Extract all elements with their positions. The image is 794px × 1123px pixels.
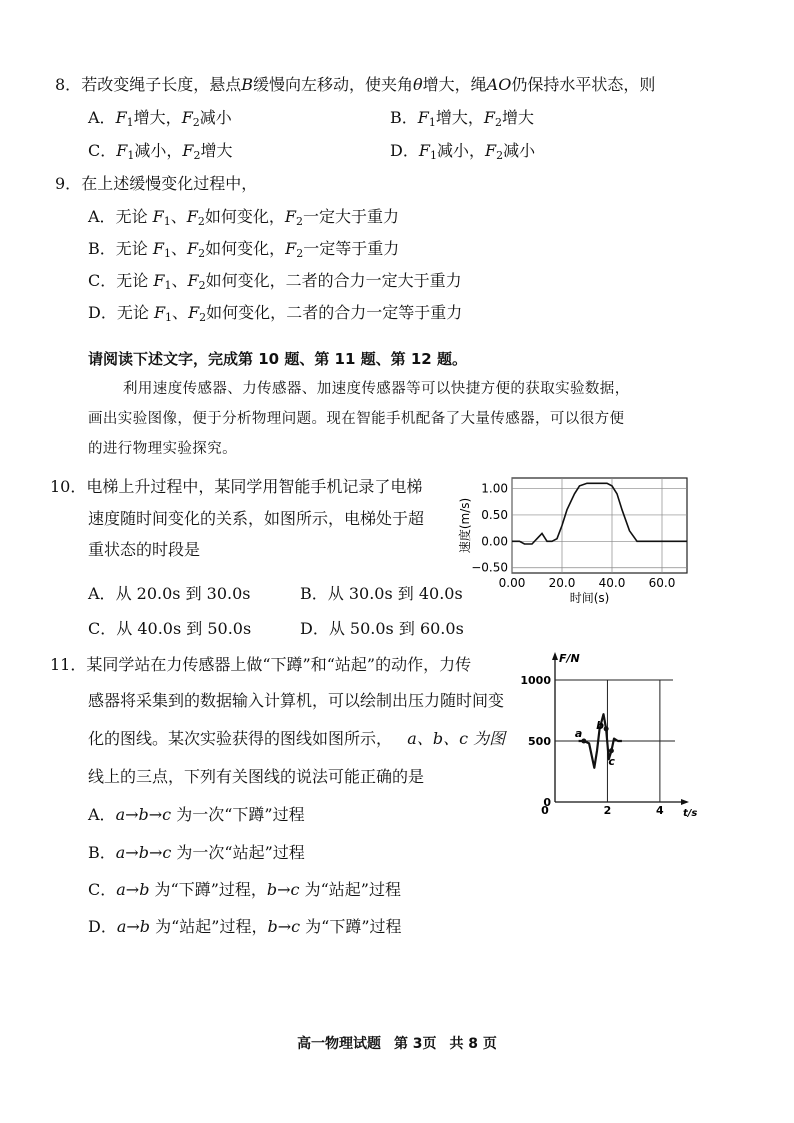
velocity-series-line <box>512 483 687 544</box>
x-tick-label: 2 <box>603 804 612 817</box>
x-axis-arrow <box>681 799 689 805</box>
x-tick-label: 40.0 <box>598 576 626 590</box>
point-b <box>604 726 609 731</box>
plot-frame <box>512 478 687 573</box>
q9-option-b[interactable]: B．无论 $F_1$、$F_2$如何变化，$F_2$一定等于重力 <box>88 239 400 260</box>
q11-stem-1: 11．某同学站在力传感器上做“下蹲”和“站起”的动作，力传 <box>50 655 472 674</box>
x-tick-label: 20.0 <box>548 576 576 590</box>
point-label-a: a <box>574 727 583 740</box>
q10-stem-3: 重状态的时段是 <box>88 540 201 559</box>
q10-option-d[interactable]: D．从 50.0s 到 60.0s <box>300 619 464 638</box>
y-tick-label: −0.50 <box>471 560 508 575</box>
point-label-b: b <box>596 718 605 732</box>
q9-option-d[interactable]: D．无论 $F_1$、$F_2$如何变化，二者的合力一定等于重力 <box>88 303 463 324</box>
q8-option-b[interactable]: B．$F_1$增大，$F_2$增大 <box>390 108 535 129</box>
q10-stem-2: 速度随时间变化的关系，如图所示，电梯处于超 <box>88 509 425 528</box>
q11-option-d[interactable]: D．a→b 为“站起”过程，b→c 为“下蹲”过程 <box>88 917 402 936</box>
q9-stem: 9．在上述缓慢变化过程中， <box>55 174 258 193</box>
footer-page: 第 3页 <box>393 1036 437 1052</box>
x-tick-label: 60.0 <box>648 576 676 590</box>
q10-option-a[interactable]: A．从 20.0s 到 30.0s <box>88 584 251 603</box>
y-tick-label: 0.00 <box>481 534 508 549</box>
y-axis-label: 速度(m/s) <box>458 497 472 554</box>
q11-stem-3: 化的图线。某次实验获得的图线如图所示， a、b、c 为图 <box>88 729 506 748</box>
passage-line-1: 利用速度传感器、力传感器、加速度传感器等可以快捷方便的获取实验数据， <box>123 381 630 397</box>
y-tick-label: 0.50 <box>481 507 508 522</box>
q10-option-b[interactable]: B．从 30.0s 到 40.0s <box>300 584 463 603</box>
y-tick-label: 1.00 <box>481 481 508 496</box>
velocity-time-chart <box>455 470 705 610</box>
x-axis-label: t/s <box>683 808 698 819</box>
x-axis-label: 时间(s) <box>569 591 610 605</box>
passage-line-2: 画出实验图像，便于分析物理问题。现在智能手机配备了大量传感器，可以很方便 <box>88 411 625 427</box>
point-label-c: c <box>608 754 615 768</box>
q9-option-c[interactable]: C．无论 $F_1$、$F_2$如何变化，二者的合力一定大于重力 <box>88 271 462 292</box>
q11-option-a[interactable]: A．a→b→c 为一次“下蹲”过程 <box>88 805 305 824</box>
reading-heading: 请阅读下述文字，完成第 10 题、第 11 题、第 12 题。 <box>88 350 467 368</box>
y-axis-label: F/N <box>559 652 580 665</box>
q8-stem: 8．若改变绳子长度，悬点B缓慢向左移动，使夹角θ增大，绳AO仍保持水平状态，则 <box>55 75 656 94</box>
q8-option-d[interactable]: D．$F_1$减小，$F_2$减小 <box>390 141 536 162</box>
q10-option-c[interactable]: C．从 40.0s 到 50.0s <box>88 619 252 638</box>
q11-option-c[interactable]: C．a→b 为“下蹲”过程，b→c 为“站起”过程 <box>88 880 401 899</box>
y-tick-label: 0 <box>543 796 551 809</box>
point-c <box>609 748 614 753</box>
passage-line-3: 的进行物理实验探究。 <box>88 441 237 457</box>
y-tick-label: 500 <box>528 735 551 748</box>
q10-stem-1: 10．电梯上升过程中，某同学用智能手机记录了电梯 <box>50 477 423 496</box>
q8-option-a[interactable]: A．$F_1$增大，$F_2$减小 <box>88 108 232 129</box>
y-axis-arrow <box>552 652 558 660</box>
y-tick-label: 1000 <box>520 674 551 687</box>
x-tick-label: 4 <box>656 804 664 817</box>
q11-stem-4: 线上的三点，下列有关图线的说法可能正确的是 <box>88 767 425 786</box>
footer-subject: 高一物理试题 <box>297 1036 382 1052</box>
footer-total: 共 8 页 <box>449 1036 497 1052</box>
q9-option-a[interactable]: A．无论 $F_1$、$F_2$如何变化，$F_2$一定大于重力 <box>88 207 400 228</box>
x-tick-label: 0 <box>541 804 549 817</box>
q11-stem-2: 感器将采集到的数据输入计算机，可以绘制出压力随时间变 <box>88 691 505 710</box>
q11-option-b[interactable]: B．a→b→c 为一次“站起”过程 <box>88 843 305 862</box>
q8-option-c[interactable]: C．$F_1$减小，$F_2$增大 <box>88 141 233 162</box>
force-time-chart <box>520 648 705 823</box>
page-footer <box>0 1033 794 1053</box>
x-tick-label: 0.00 <box>498 576 526 590</box>
